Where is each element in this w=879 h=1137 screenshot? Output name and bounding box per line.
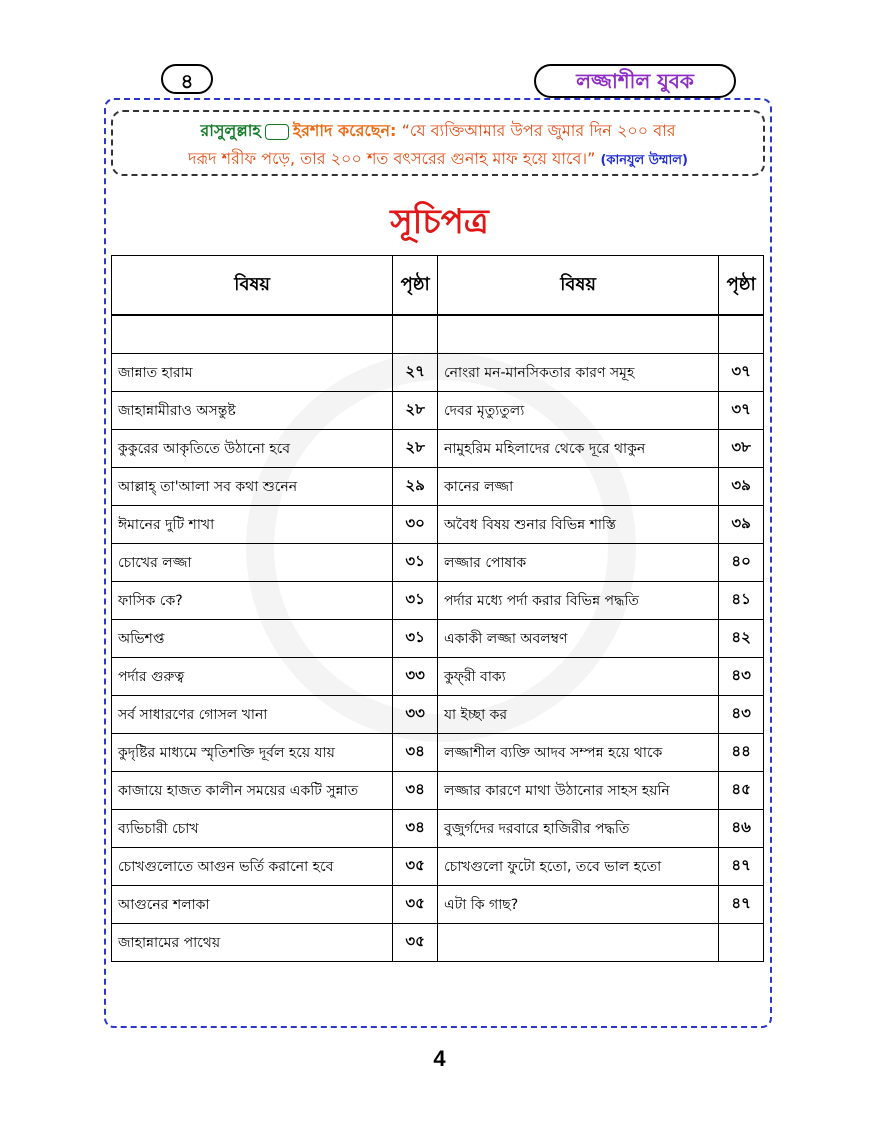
toc-row <box>112 468 764 506</box>
toc-left-topic-cell: পর্দার গুরুত্ব <box>112 658 393 696</box>
toc-left-topic-cell: ব্যভিচারী চোখ <box>112 810 393 848</box>
toc-right-page-cell: ৩৭ <box>719 392 764 430</box>
toc-row <box>112 924 764 962</box>
toc-row <box>112 354 764 392</box>
sallallahu-calligraphy-icon <box>265 124 289 140</box>
toc-right-topic-cell: লজ্জার পোষাক <box>437 544 718 582</box>
toc-left-page-cell: ৩৫ <box>393 848 438 886</box>
toc-right-topic-cell: এটা কি গাছ? <box>437 886 718 924</box>
toc-right-page-cell <box>719 924 764 962</box>
hadith-quote-line-1: “যে ব্যক্তিআমার উপর জুমার দিন ২০০ বার <box>401 121 676 140</box>
toc-left-page-cell: ৩৪ <box>393 772 438 810</box>
toc-right-topic-cell: নোংরা মন-মানসিকতার কারণ সমূহ <box>437 354 718 392</box>
toc-left-topic-cell: ফাসিক কে? <box>112 582 393 620</box>
toc-left-page-cell: ৩০ <box>393 506 438 544</box>
toc-right-page-cell: ৪৩ <box>719 696 764 734</box>
toc-row <box>112 810 764 848</box>
toc-left-page-cell: ৩১ <box>393 582 438 620</box>
toc-body <box>112 354 764 962</box>
toc-right-topic-cell: কানের লজ্জা <box>437 468 718 506</box>
toc-title: সূচিপত্র <box>390 202 489 242</box>
toc-header-page-left: পৃষ্ঠা <box>393 256 438 316</box>
toc-left-topic-cell: চোখগুলোতে আগুন ভর্তি করানো হবে <box>112 848 393 886</box>
toc-left-topic-cell: সর্ব সাধারণের গোসল খানা <box>112 696 393 734</box>
footer-page-number: 4 <box>433 1046 446 1071</box>
toc-right-page-cell: ৪২ <box>719 620 764 658</box>
toc-row <box>112 658 764 696</box>
toc-row <box>112 506 764 544</box>
toc-row <box>112 772 764 810</box>
toc-row <box>112 848 764 886</box>
toc-left-page-cell: ৩৪ <box>393 734 438 772</box>
toc-row <box>112 392 764 430</box>
toc-right-topic-cell: বুজুর্গদের দরবারে হাজিরীর পদ্ধতি <box>437 810 718 848</box>
toc-right-topic-cell <box>437 924 718 962</box>
toc-row <box>112 886 764 924</box>
toc-row <box>112 430 764 468</box>
toc-left-topic-cell: আগুনের শলাকা <box>112 886 393 924</box>
hadith-verb: ইরশাদ করেছেন: <box>292 121 397 140</box>
toc-left-topic-cell: কুদৃষ্টির মাধ্যমে স্মৃতিশক্তি দূর্বল হয়ে যায় <box>112 734 393 772</box>
toc-right-topic-cell: কুফ্‌রী বাক্য <box>437 658 718 696</box>
toc-header-topic-left: বিষয় <box>112 256 393 316</box>
toc-right-page-cell: ৩৯ <box>719 506 764 544</box>
toc-right-page-cell: ৩৯ <box>719 468 764 506</box>
toc-right-topic-cell: অবৈধ বিষয় শুনার বিভিন্ন শাস্তি <box>437 506 718 544</box>
toc-left-topic-cell: জাহান্নামীরাও অসন্তুষ্ট <box>112 392 393 430</box>
toc-right-topic-cell: যা ইচ্ছা কর <box>437 696 718 734</box>
toc-left-page-cell: ৩১ <box>393 544 438 582</box>
toc-right-topic-cell: দেবর মৃত্যুতুল্য <box>437 392 718 430</box>
toc-right-topic-cell: লজ্জাশীল ব্যক্তি আদব সম্পন্ন হয়ে থাকে <box>437 734 718 772</box>
toc-right-page-cell: ৪১ <box>719 582 764 620</box>
toc-right-page-cell: ৪৫ <box>719 772 764 810</box>
hadith-line-2 <box>113 146 763 173</box>
toc-row <box>112 620 764 658</box>
toc-left-topic-cell: চোখের লজ্জা <box>112 544 393 582</box>
hadith-quote-line-2: দরূদ শরীফ পড়ে, তার ২০০ শত বৎসরের গুনাহ মাফ হয়ে যাবে।” <box>188 149 596 168</box>
toc-left-page-cell: ৩৩ <box>393 696 438 734</box>
toc-left-page-cell: ৩৩ <box>393 658 438 696</box>
toc-right-page-cell: ৩৮ <box>719 430 764 468</box>
toc-right-page-cell: ৪৪ <box>719 734 764 772</box>
hadith-speaker: রাসুলুল্লাহ <box>200 121 261 140</box>
toc-right-page-cell: ৪০ <box>719 544 764 582</box>
hadith-line-1 <box>113 118 763 145</box>
toc-left-page-cell: ২৯ <box>393 468 438 506</box>
toc-left-page-cell: ২৭ <box>393 354 438 392</box>
toc-left-page-cell: ৩৫ <box>393 924 438 962</box>
toc-left-topic-cell: ঈমানের দুটি শাখা <box>112 506 393 544</box>
toc-header-row <box>112 256 764 316</box>
toc-header-topic-right: বিষয় <box>437 256 718 316</box>
toc-table <box>111 255 764 962</box>
toc-left-page-cell: ৩৫ <box>393 886 438 924</box>
toc-right-page-cell: ৪৭ <box>719 886 764 924</box>
toc-left-topic-cell: কাজায়ে হাজত কালীন সময়ের একটি সুন্নাত <box>112 772 393 810</box>
toc-right-page-cell: ৪৬ <box>719 810 764 848</box>
toc-right-topic-cell: পর্দার মধ্যে পর্দা করার বিভিন্ন পদ্ধতি <box>437 582 718 620</box>
toc-right-topic-cell: নামুহরিম মহিলাদের থেকে দূরে থাকুন <box>437 430 718 468</box>
toc-left-topic-cell: কুকুরের আকৃতিতে উঠানো হবে <box>112 430 393 468</box>
hadith-box <box>111 110 765 176</box>
toc-left-page-cell: ২৮ <box>393 392 438 430</box>
toc-right-topic-cell: লজ্জার কারণে মাথা উঠানোর সাহস হয়নি <box>437 772 718 810</box>
toc-left-page-cell: ২৮ <box>393 430 438 468</box>
toc-left-page-cell: ৩১ <box>393 620 438 658</box>
toc-left-topic-cell: অভিশপ্ত <box>112 620 393 658</box>
toc-row <box>112 696 764 734</box>
toc-row <box>112 544 764 582</box>
header-page-number: ৪ <box>161 64 213 94</box>
toc-header-page-right: পৃষ্ঠা <box>719 256 764 316</box>
toc-right-page-cell: ৪৩ <box>719 658 764 696</box>
toc-right-page-cell: ৪৭ <box>719 848 764 886</box>
toc-left-topic-cell: আল্লাহ্ তা'আলা সব কথা শুনেন <box>112 468 393 506</box>
toc-left-topic-cell: জাহান্নামের পাথেয় <box>112 924 393 962</box>
toc-right-page-cell: ৩৭ <box>719 354 764 392</box>
toc-left-topic-cell: জান্নাত হারাম <box>112 354 393 392</box>
toc-header-divider <box>112 315 764 354</box>
toc-row <box>112 582 764 620</box>
hadith-source: (কানযুল উম্মাল) <box>600 153 688 168</box>
header-book-title: লজ্জাশীল যুবক <box>534 64 736 98</box>
toc-left-page-cell: ৩৪ <box>393 810 438 848</box>
toc-right-topic-cell: একাকী লজ্জা অবলম্বণ <box>437 620 718 658</box>
toc-row <box>112 734 764 772</box>
toc-right-topic-cell: চোখগুলো ফুটো হতো, তবে ভাল হতো <box>437 848 718 886</box>
